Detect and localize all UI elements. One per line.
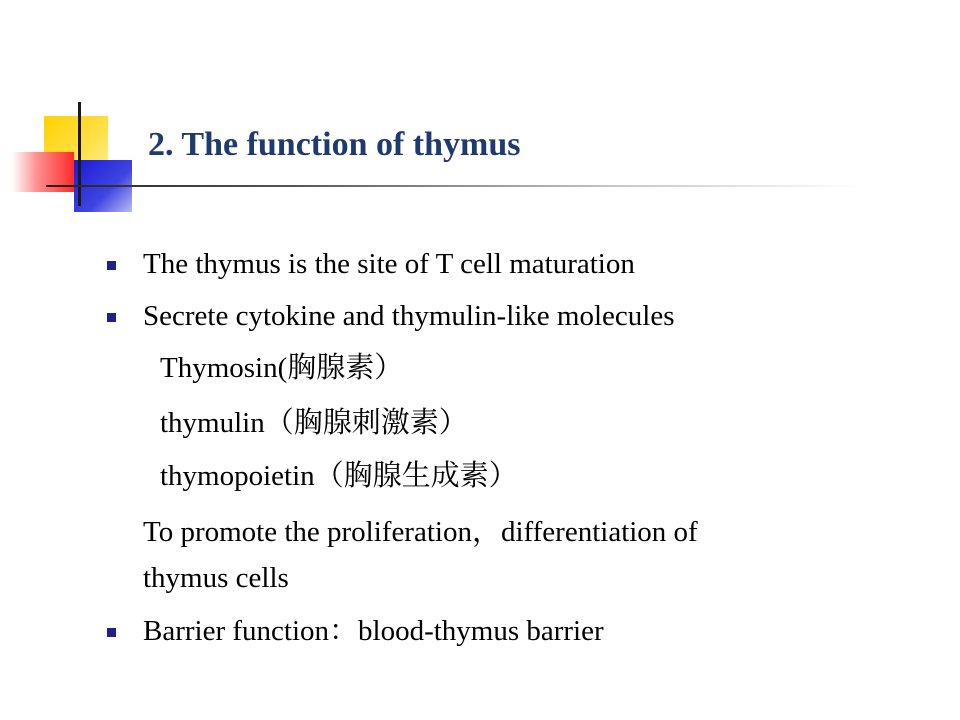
sub-line-thymus-cells: thymus cells — [143, 562, 289, 594]
bullet-text: The thymus is the site of T cell maturation — [143, 248, 635, 280]
bullet-marker — [107, 261, 116, 270]
bullet-text: Secrete cytokine and thymulin-like molecules — [143, 300, 675, 332]
sub-line-thymulin: thymulin（胸腺刺激素） — [160, 407, 468, 439]
bullet-marker — [107, 313, 116, 322]
vertical-rule-decoration — [78, 102, 81, 206]
sub-line-thymosin: Thymosin(胸腺素） — [160, 352, 404, 384]
sub-line-promote: To promote the proliferation，differentiation of — [143, 516, 698, 548]
slide-title: 2. The function of thymus — [148, 126, 521, 163]
title-underline-rule — [46, 185, 866, 187]
bullet-marker — [107, 628, 116, 637]
sub-line-thymopoietin: thymopoietin（胸腺生成素） — [160, 460, 518, 492]
bullet-text: Barrier function：blood-thymus barrier — [143, 615, 604, 647]
